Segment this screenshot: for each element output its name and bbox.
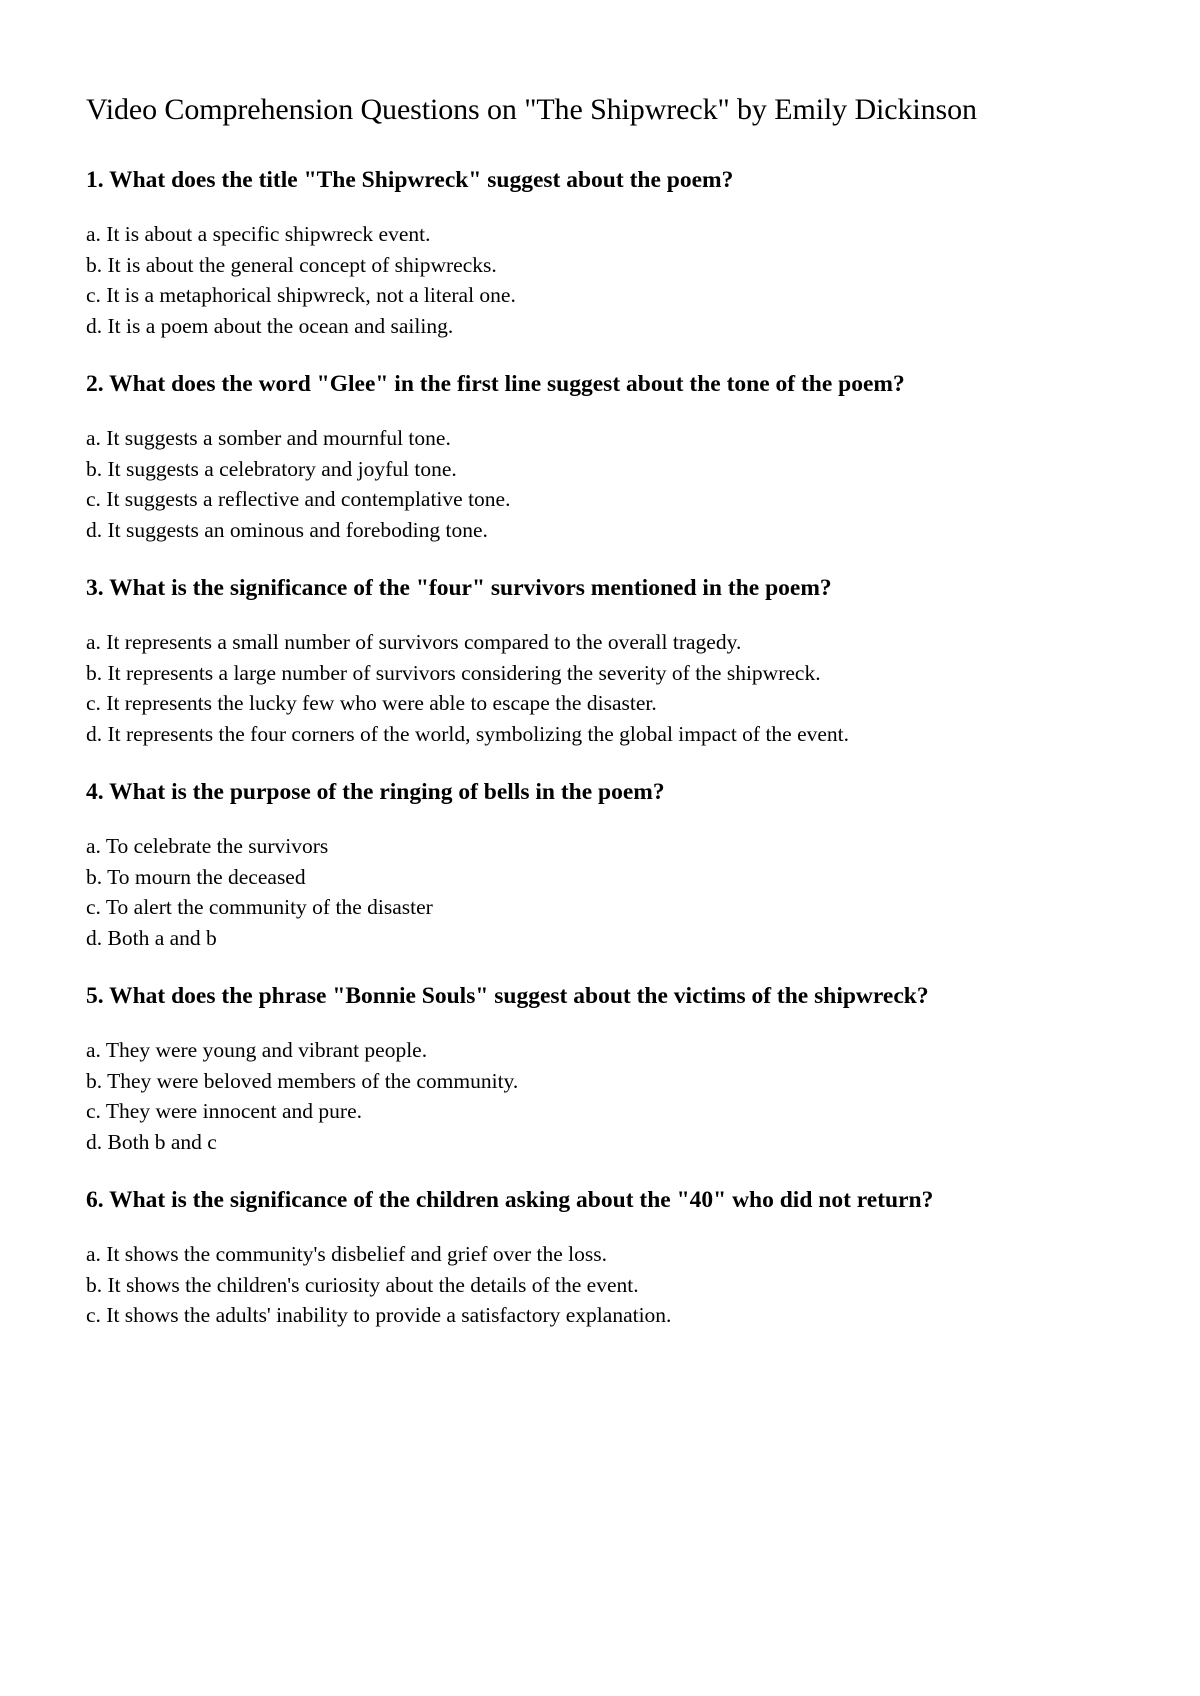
answer-options bbox=[86, 831, 1166, 953]
question-5 bbox=[86, 978, 1166, 1157]
question-6 bbox=[86, 1182, 1166, 1331]
answer-option-b: b. It shows the children's curiosity about the details of the event. bbox=[86, 1272, 639, 1297]
question-text: 4. What is the purpose of the ringing of bells in the poem? bbox=[86, 779, 665, 805]
question-4 bbox=[86, 774, 1166, 953]
question-text: 3. What is the significance of the "four" survivors mentioned in the poem? bbox=[86, 575, 832, 601]
answer-options bbox=[86, 1035, 1166, 1157]
answer-option-b: b. It represents a large number of survivors considering the severity of the shipwreck. bbox=[86, 660, 821, 685]
answer-option-c: c. To alert the community of the disaster bbox=[86, 895, 433, 919]
answer-option-b: b. They were beloved members of the community. bbox=[86, 1068, 519, 1093]
question-1 bbox=[86, 162, 1166, 341]
answer-option-d: d. It suggests an ominous and foreboding tone. bbox=[86, 517, 488, 542]
answer-option-d: d. Both b and c bbox=[86, 1129, 217, 1154]
question-text: 1. What does the title "The Shipwreck" suggest about the poem? bbox=[86, 167, 734, 193]
answer-option-a: a. It represents a small number of survivors compared to the overall tragedy. bbox=[86, 630, 742, 654]
answer-option-c: c. It suggests a reflective and contemplative tone. bbox=[86, 487, 511, 511]
answer-option-c: c. They were innocent and pure. bbox=[86, 1099, 363, 1123]
answer-option-b: b. To mourn the deceased bbox=[86, 864, 306, 889]
document-page bbox=[86, 92, 1166, 1331]
answer-options bbox=[86, 1239, 1166, 1331]
question-text: 5. What does the phrase "Bonnie Souls" suggest about the victims of the shipwreck? bbox=[86, 983, 929, 1009]
question-text: 2. What does the word "Glee" in the first line suggest about the tone of the poem? bbox=[86, 371, 905, 397]
answer-option-b: b. It suggests a celebratory and joyful tone. bbox=[86, 456, 457, 481]
question-3 bbox=[86, 570, 1166, 749]
answer-option-a: a. To celebrate the survivors bbox=[86, 834, 329, 858]
answer-option-a: a. It shows the community's disbelief and grief over the loss. bbox=[86, 1242, 607, 1266]
question-text: 6. What is the significance of the children asking about the "40" who did not return? bbox=[86, 1187, 934, 1213]
page-title: Video Comprehension Questions on "The Shipwreck" by Emily Dickinson bbox=[86, 93, 977, 126]
answer-option-c: c. It represents the lucky few who were able to escape the disaster. bbox=[86, 691, 657, 715]
answer-option-d: d. It is a poem about the ocean and sailing. bbox=[86, 313, 454, 338]
answer-option-b: b. It is about the general concept of shipwrecks. bbox=[86, 252, 497, 277]
answer-option-d: d. It represents the four corners of the world, symbolizing the global impact of the event. bbox=[86, 721, 850, 746]
answer-options bbox=[86, 423, 1166, 545]
answer-option-d: d. Both a and b bbox=[86, 925, 217, 950]
question-2 bbox=[86, 366, 1166, 545]
answer-option-c: c. It is a metaphorical shipwreck, not a literal one. bbox=[86, 283, 516, 307]
answer-options bbox=[86, 219, 1166, 341]
answer-option-c: c. It shows the adults' inability to provide a satisfactory explanation. bbox=[86, 1303, 672, 1327]
answer-option-a: a. It suggests a somber and mournful tone. bbox=[86, 426, 451, 450]
answer-options bbox=[86, 627, 1166, 749]
answer-option-a: a. They were young and vibrant people. bbox=[86, 1038, 428, 1062]
answer-option-a: a. It is about a specific shipwreck event. bbox=[86, 222, 431, 246]
